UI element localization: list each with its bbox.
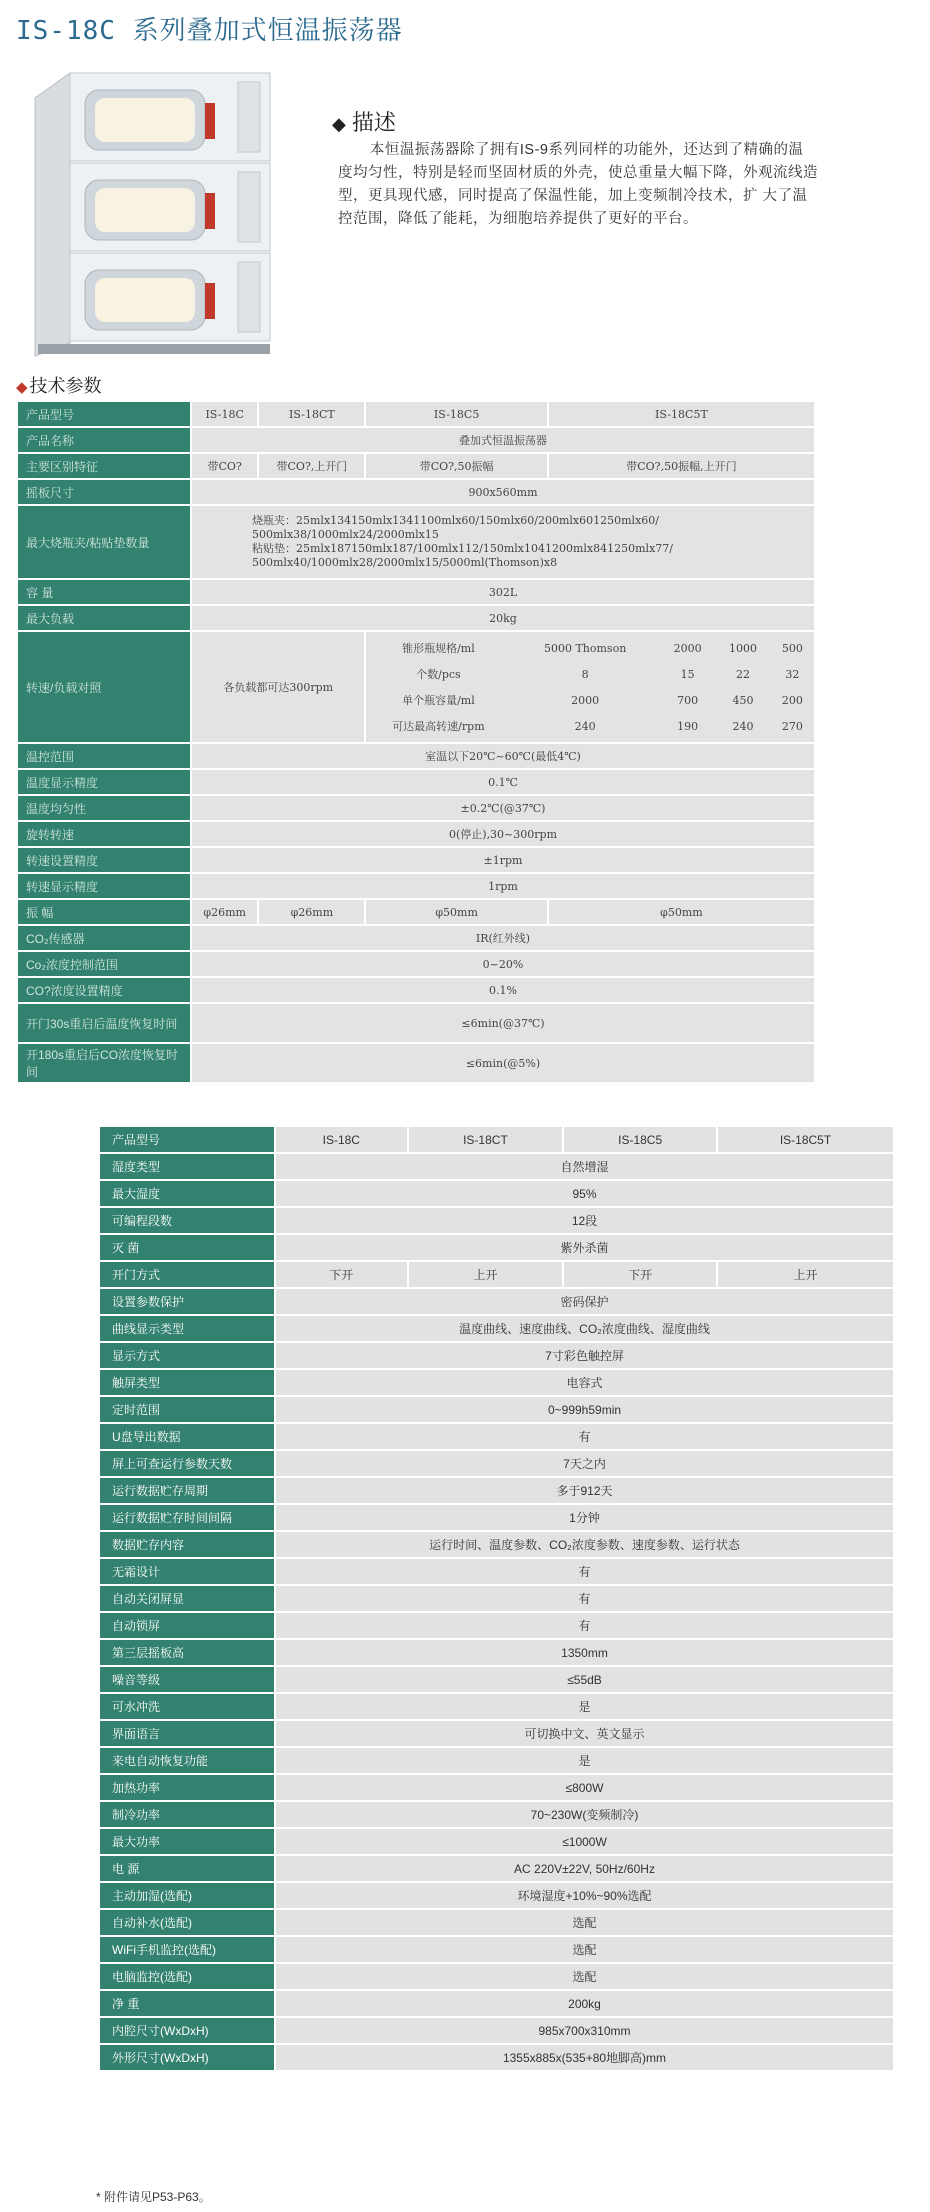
row-label: 噪音等级 — [100, 1667, 274, 1692]
section-heading — [16, 372, 102, 398]
row-value: 环境湿度+10%~90%选配 — [276, 1883, 893, 1908]
feature-cell: 带CO?,50振幅 — [366, 454, 546, 478]
capacity-line: 500mlx38/1000mlx24/2000mlx15 — [252, 528, 439, 541]
row-value: 7天之内 — [276, 1451, 893, 1476]
row-value: 0(停止),30~300rpm — [192, 822, 814, 846]
row-label: 温控范围 — [18, 744, 190, 768]
door-cell: 上开 — [409, 1262, 563, 1287]
model-cell: IS-18C — [276, 1127, 407, 1152]
sub-value: 200 — [771, 687, 814, 713]
row-value: 0~20% — [192, 952, 814, 976]
row-value: ±1rpm — [192, 848, 814, 872]
row-value: AC 220V±22V, 50Hz/60Hz — [276, 1856, 893, 1881]
row-label: 定时范围 — [100, 1397, 274, 1422]
row-value: 有 — [276, 1586, 893, 1611]
row-label: 净 重 — [100, 1991, 274, 2016]
row-value: 是 — [276, 1694, 893, 1719]
title-model: IS-18C — [16, 16, 116, 46]
amplitude-cell: φ26mm — [192, 900, 257, 924]
row-label: 温度均匀性 — [18, 796, 190, 820]
row-value: 7寸彩色触控屏 — [276, 1343, 893, 1368]
row-label: 自动补水(选配) — [100, 1910, 274, 1935]
page-title — [16, 10, 403, 47]
feature-cell: 带CO?,50振幅,上开门 — [549, 454, 814, 478]
row-value: 自然增湿 — [276, 1154, 893, 1179]
row-label: 容 量 — [18, 580, 190, 604]
sub-label: 单个瓶容量/ml — [366, 687, 510, 713]
row-value: 温度曲线、速度曲线、CO₂浓度曲线、湿度曲线 — [276, 1316, 893, 1341]
row-label: 自动锁屏 — [100, 1613, 274, 1638]
row-label: 产品名称 — [18, 428, 190, 452]
model-cell: IS-18CT — [409, 1127, 563, 1152]
diamond-icon: ◆ — [16, 379, 28, 396]
sub-value: 240 — [715, 713, 770, 739]
row-value: 叠加式恒温振荡器 — [192, 428, 814, 452]
row-label: 界面语言 — [100, 1721, 274, 1746]
row-value: 1rpm — [192, 874, 814, 898]
row-label: 可水冲洗 — [100, 1694, 274, 1719]
row-value: 70~230W(变频制冷) — [276, 1802, 893, 1827]
sub-value: 700 — [660, 687, 715, 713]
description-heading-text: 描述 — [351, 110, 396, 135]
sub-value: 2000 — [660, 635, 715, 661]
row-label: 设置参数保护 — [100, 1289, 274, 1314]
row-value: 选配 — [276, 1910, 893, 1935]
capacity-line: 烧瓶夹：25mlx134150mlx1341100mlx60/150mlx60/200mlx601250mlx60/ — [252, 514, 659, 527]
row-label: 第三层摇板高 — [100, 1640, 274, 1665]
row-value: 302L — [192, 580, 814, 604]
row-label: Co₂浓度控制范围 — [18, 952, 190, 976]
row-label: 振 幅 — [18, 900, 190, 924]
row-label: 可编程段数 — [100, 1208, 274, 1233]
capacity-cell — [192, 506, 814, 578]
speed-load-note: 各负载都可达300rpm — [192, 632, 364, 742]
row-label: 转速设置精度 — [18, 848, 190, 872]
row-label: 主动加湿(选配) — [100, 1883, 274, 1908]
row-value: 室温以下20℃~60℃(最低4℃) — [192, 744, 814, 768]
row-value: 200kg — [276, 1991, 893, 2016]
sub-value: 5000 Thomson — [510, 635, 659, 661]
model-cell: IS-18CT — [259, 402, 364, 426]
capacity-line: 粘贴垫：25mlx187150mlx187/100mlx112/150mlx1041200mlx841250mlx77/ — [252, 542, 673, 555]
capacity-line: 500mlx40/1000mlx28/2000mlx15/5000ml(Thomson)x8 — [252, 556, 558, 569]
row-label: WiFi手机监控(选配) — [100, 1937, 274, 1962]
sub-value: 190 — [660, 713, 715, 739]
row-label: 电脑监控(选配) — [100, 1964, 274, 1989]
row-label: 摇板尺寸 — [18, 480, 190, 504]
row-label: 运行数据贮存周期 — [100, 1478, 274, 1503]
row-value: 是 — [276, 1748, 893, 1773]
row-value: 紫外杀菌 — [276, 1235, 893, 1260]
row-label: CO?浓度设置精度 — [18, 978, 190, 1002]
row-value: 有 — [276, 1559, 893, 1584]
row-label: 湿度类型 — [100, 1154, 274, 1179]
model-cell: IS-18C5T — [718, 1127, 893, 1152]
row-value: 1分钟 — [276, 1505, 893, 1530]
diamond-icon: ◆ — [332, 114, 346, 134]
footnote: * 附件请见P53-P63。 — [96, 2190, 211, 2204]
row-label: 最大功率 — [100, 1829, 274, 1854]
description-heading — [332, 106, 396, 137]
row-value: 有 — [276, 1424, 893, 1449]
row-value: ≤6min(@37℃) — [192, 1004, 814, 1042]
row-label: 制冷功率 — [100, 1802, 274, 1827]
row-label: 灭 菌 — [100, 1235, 274, 1260]
row-value: 0~999h59min — [276, 1397, 893, 1422]
door-cell: 下开 — [276, 1262, 407, 1287]
spec-table-1 — [16, 400, 816, 1084]
row-value: 1350mm — [276, 1640, 893, 1665]
sub-value: 2000 — [510, 687, 659, 713]
row-label: 运行数据贮存时间间隔 — [100, 1505, 274, 1530]
amplitude-cell: φ26mm — [259, 900, 364, 924]
row-label: 来电自动恢复功能 — [100, 1748, 274, 1773]
speed-load-subtable-cell — [366, 632, 814, 742]
row-label: 显示方式 — [100, 1343, 274, 1368]
model-cell: IS-18C5 — [366, 402, 546, 426]
row-label: CO₂传感器 — [18, 926, 190, 950]
row-label: 数据贮存内容 — [100, 1532, 274, 1557]
title-text: 系列叠加式恒温振荡器 — [132, 16, 403, 46]
row-value: 0.1℃ — [192, 770, 814, 794]
model-cell: IS-18C — [192, 402, 257, 426]
sub-value: 1000 — [715, 635, 770, 661]
row-value: 选配 — [276, 1964, 893, 1989]
sub-value: 8 — [510, 661, 659, 687]
row-label: U盘导出数据 — [100, 1424, 274, 1449]
row-label: 产品型号 — [100, 1127, 274, 1152]
row-value: 95% — [276, 1181, 893, 1206]
sub-value: 500 — [771, 635, 814, 661]
row-label: 外形尺寸(WxDxH) — [100, 2045, 274, 2070]
sub-value: 240 — [510, 713, 659, 739]
row-value: 可切换中文、英文显示 — [276, 1721, 893, 1746]
row-label: 自动关闭屏显 — [100, 1586, 274, 1611]
row-label: 最大负载 — [18, 606, 190, 630]
row-label: 开门方式 — [100, 1262, 274, 1287]
row-value: 有 — [276, 1613, 893, 1638]
row-label: 内腔尺寸(WxDxH) — [100, 2018, 274, 2043]
amplitude-cell: φ50mm — [549, 900, 814, 924]
door-cell: 上开 — [718, 1262, 893, 1287]
row-label: 屏上可查运行参数天数 — [100, 1451, 274, 1476]
description-body: 本恒温振荡器除了拥有IS-9系列同样的功能外，还达到了精确的温度均匀性，特别是轻而坚固材质的外壳，使总重量大幅下降，外观流线造型，更具现代感，同时提高了保温性能，加上变频制冷技术，扩 大了温控范围，降低了能耗，为细胞培养提供了更好的平台。 — [338, 142, 818, 227]
row-label: 最大烧瓶夹/粘贴垫数量 — [18, 506, 190, 578]
row-value: ≤800W — [276, 1775, 893, 1800]
model-cell: IS-18C5T — [549, 402, 814, 426]
sub-value: 32 — [771, 661, 814, 687]
spec-table-2 — [98, 1125, 895, 2072]
row-value: 985x700x310mm — [276, 2018, 893, 2043]
feature-cell: 带CO?,上开门 — [259, 454, 364, 478]
row-label: 温度显示精度 — [18, 770, 190, 794]
row-value: 密码保护 — [276, 1289, 893, 1314]
sub-label: 可达最高转速/rpm — [366, 713, 510, 739]
row-value: 运行时间、温度参数、CO₂浓度参数、速度参数、运行状态 — [276, 1532, 893, 1557]
row-value: 20kg — [192, 606, 814, 630]
row-value: 电容式 — [276, 1370, 893, 1395]
row-label: 主要区别特征 — [18, 454, 190, 478]
row-label: 转速/负载对照 — [18, 632, 190, 742]
row-label: 旋转转速 — [18, 822, 190, 846]
section-heading-text: 技术参数 — [29, 376, 102, 396]
row-value: 900x560mm — [192, 480, 814, 504]
row-label: 触屏类型 — [100, 1370, 274, 1395]
sub-value: 270 — [771, 713, 814, 739]
row-label: 开门30s重启后温度恢复时间 — [18, 1004, 190, 1042]
feature-cell: 带CO? — [192, 454, 257, 478]
row-value: 选配 — [276, 1937, 893, 1962]
row-label: 产品型号 — [18, 402, 190, 426]
row-value: ≤55dB — [276, 1667, 893, 1692]
sub-value: 450 — [715, 687, 770, 713]
sub-value: 15 — [660, 661, 715, 687]
row-value: 0.1% — [192, 978, 814, 1002]
row-value: 12段 — [276, 1208, 893, 1233]
row-value: IR(红外线) — [192, 926, 814, 950]
sub-value: 22 — [715, 661, 770, 687]
row-value: 多于912天 — [276, 1478, 893, 1503]
product-image — [30, 68, 280, 358]
row-label: 转速显示精度 — [18, 874, 190, 898]
sub-label: 锥形瓶规格/ml — [366, 635, 510, 661]
model-cell: IS-18C5 — [564, 1127, 716, 1152]
row-value: ≤6min(@5%) — [192, 1044, 814, 1082]
speed-load-subtable — [366, 635, 814, 739]
row-label: 无霜设计 — [100, 1559, 274, 1584]
row-label: 开180s重启后CO浓度恢复时间 — [18, 1044, 190, 1082]
amplitude-cell: φ50mm — [366, 900, 546, 924]
row-label: 最大湿度 — [100, 1181, 274, 1206]
door-cell: 下开 — [564, 1262, 716, 1287]
row-value: ±0.2℃(@37℃) — [192, 796, 814, 820]
row-value: ≤1000W — [276, 1829, 893, 1854]
row-label: 电 源 — [100, 1856, 274, 1881]
sub-label: 个数/pcs — [366, 661, 510, 687]
row-label: 加热功率 — [100, 1775, 274, 1800]
row-label: 曲线显示类型 — [100, 1316, 274, 1341]
row-value: 1355x885x(535+80地脚高)mm — [276, 2045, 893, 2070]
